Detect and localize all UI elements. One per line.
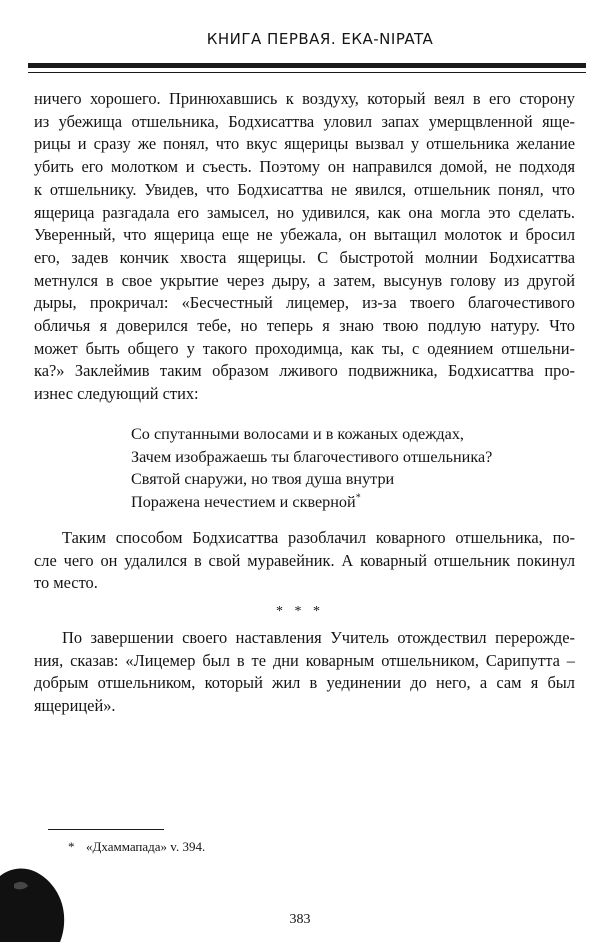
running-head: КНИГА ПЕРВАЯ. ЕКА-NIPATA: [206, 30, 434, 48]
text-line: ящерицей».: [34, 696, 116, 716]
section-separator: * * *: [276, 604, 324, 619]
verse-line-with-footnote: [131, 491, 551, 514]
text-line: По завершении своего наставления Учитель отождествил перерожде-: [62, 628, 575, 647]
text-line: Таким способом Бодхисаттва разоблачил коварного отшельника, по-: [62, 528, 575, 547]
text-line: ка?» Заклеймив таким образом лживого подвижника, Бодхисаттва про-: [34, 361, 575, 381]
text-line: Уверенный, что ящерица еще не убежала, он вытащил молоток и бросил: [34, 225, 575, 245]
paragraph-2: [34, 527, 575, 595]
text-line: метнулся в свое укрытие через дыру, а затем, высунув голову из другой: [34, 270, 575, 290]
text-line: обличья я доверился тебе, но теперь я знаю твою подлую натуру. Что: [34, 316, 575, 336]
header-rule-thin: [28, 72, 586, 73]
text-line: рицы и сразу же понял, что вкус ящерицы вызвал у отшельника желание: [34, 134, 575, 154]
footnote: [68, 839, 205, 855]
text-line: дыры, прокричал: «Бесчестный лицемер, из-за твоего благочестивого: [34, 293, 575, 313]
text-line: из убежища отшельника, Бодхисаттва уловил запах умерщвленной яще-: [34, 111, 575, 131]
text-line: может быть общего у такого проходимца, как ты, с одеянием отшельни-: [34, 338, 575, 358]
paragraph-1: [34, 88, 575, 406]
text-line: его, задев кончик хвоста ящерицы. С быстротой молнии Бодхисаттва: [34, 247, 575, 267]
verse-line: Зачем изображаешь ты благочестивого отшельника?: [131, 447, 493, 466]
header-rule-thick: [28, 63, 586, 68]
verse-block: [131, 423, 551, 513]
footnote-reference: *: [355, 492, 361, 504]
page-number: 383: [289, 912, 311, 927]
text-line: убить его молотком и съесть. Поэтому он направился домой, не подходя: [34, 157, 575, 177]
text-line: ничего хорошего. Принюхавшись к воздуху, который веял в его сторону: [34, 89, 575, 108]
text-line: ящерица разгадала его замысел, но удивился, как она могла это сделать.: [34, 202, 575, 222]
footnote-rule: [48, 829, 164, 830]
text-line: сле чего он удалился в свой муравейник. А коварный отшельник покинул: [34, 550, 575, 570]
text-line: добрым отшельником, который жил в уединении до него, а сам я был: [34, 673, 575, 693]
ink-blot: [0, 866, 66, 942]
verse-line-text: Поражена нечестием и скверной: [131, 492, 356, 511]
text-line: изнес следующий стих:: [34, 384, 199, 404]
verse-line: Святой снаружи, но твоя душа внутри: [131, 470, 395, 488]
text-line: то место.: [34, 573, 98, 593]
footnote-text: «Дхаммапада» v. 394.: [86, 839, 206, 854]
verse-line: Со спутанными волосами и в кожаных одеждах,: [131, 425, 464, 443]
text-line: к отшельнику. Увидев, что Бодхисаттва не явился, отшельник понял, что: [34, 179, 575, 199]
paragraph-3: [34, 627, 575, 718]
text-line: ния, сказав: «Лицемер был в те дни коварным отшельником, Сарипутта –: [34, 650, 575, 670]
footnote-mark: *: [68, 839, 75, 854]
